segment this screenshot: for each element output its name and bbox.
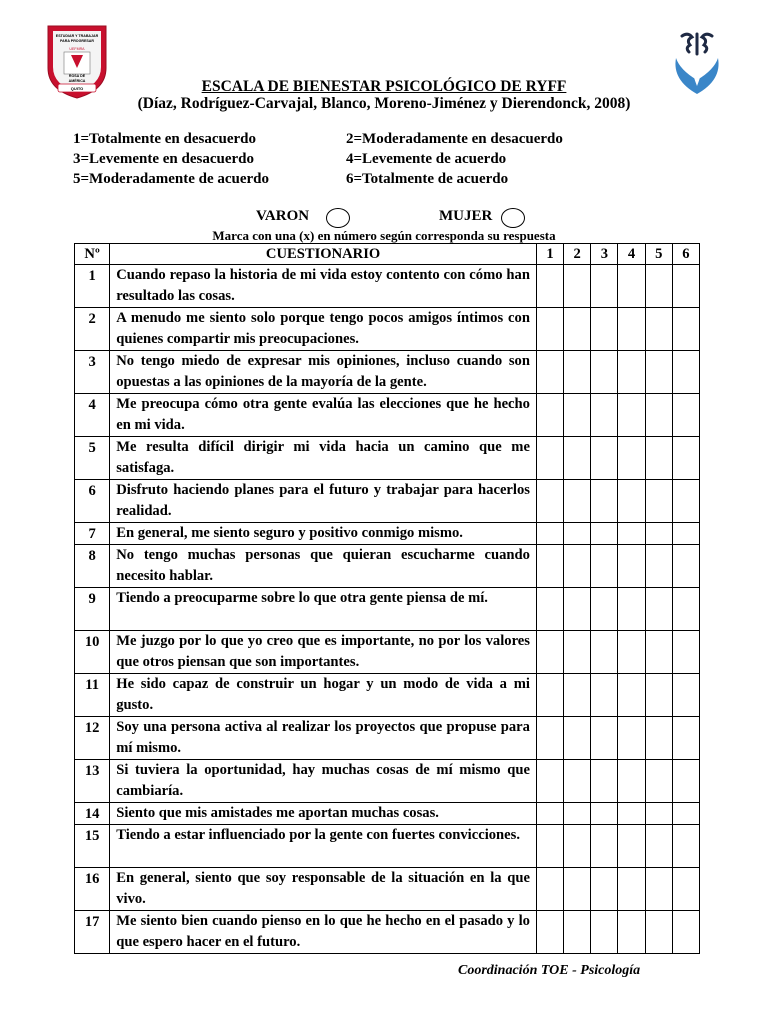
answer-cell-5[interactable]: [645, 717, 672, 760]
scale-option-3: 3=Levemente en desacuerdo: [73, 151, 255, 167]
question-number: 8: [75, 545, 110, 588]
answer-cell-1[interactable]: [536, 480, 563, 523]
answer-cell-6[interactable]: [672, 588, 699, 631]
answer-cell-4[interactable]: [618, 674, 645, 717]
header-question: CUESTIONARIO: [110, 244, 537, 265]
instruction-text: Marca con una (x) en número según corresponda su respuesta: [212, 228, 556, 243]
question-text: En general, siento que soy responsable de la situación en la que vivo.: [110, 868, 537, 911]
answer-cell-2[interactable]: [564, 545, 591, 588]
answer-cell-3[interactable]: [591, 523, 618, 545]
answer-cell-5[interactable]: [645, 588, 672, 631]
answer-cell-5[interactable]: [645, 265, 672, 308]
scale-option-1: 1=Totalmente en desacuerdo: [73, 131, 256, 147]
answer-cell-1[interactable]: [536, 308, 563, 351]
answer-cell-1[interactable]: [536, 265, 563, 308]
answer-cell-5[interactable]: [645, 825, 672, 868]
answer-cell-2[interactable]: [564, 911, 591, 954]
answer-cell-5[interactable]: [645, 868, 672, 911]
question-number: 17: [75, 911, 110, 954]
question-text: Me preocupa cómo otra gente evalúa las elecciones que he hecho en mi vida.: [110, 394, 537, 437]
table-row: [75, 480, 700, 523]
answer-cell-6[interactable]: [672, 868, 699, 911]
answer-cell-2[interactable]: [564, 480, 591, 523]
answer-cell-1[interactable]: [536, 717, 563, 760]
answer-cell-1[interactable]: [536, 803, 563, 825]
answer-cell-3[interactable]: [591, 825, 618, 868]
scale-option-5: 5=Moderadamente de acuerdo: [73, 171, 270, 187]
answer-cell-1[interactable]: [536, 760, 563, 803]
scale-option-6: 6=Totalmente de acuerdo: [346, 171, 509, 187]
answer-cell-3[interactable]: [591, 265, 618, 308]
gender-female-checkbox[interactable]: [501, 208, 525, 228]
header-option-1: 1: [536, 244, 563, 265]
question-text: He sido capaz de construir un hogar y un modo de vida a mi gusto.: [110, 674, 537, 717]
answer-cell-6[interactable]: [672, 308, 699, 351]
question-number: 12: [75, 717, 110, 760]
answer-cell-1[interactable]: [536, 825, 563, 868]
footer-credit: Coordinación TOE - Psicología: [458, 963, 641, 978]
answer-cell-2[interactable]: [564, 674, 591, 717]
document-citation: (Díaz, Rodríguez-Carvajal, Blanco, Moreno-Jiménez y Dierendonck, 2008): [137, 95, 631, 112]
crest-motto-2: PARA PROGRESAR: [60, 39, 94, 43]
answer-cell-4[interactable]: [618, 394, 645, 437]
question-text: Tiendo a estar influenciado por la gente con fuertes convicciones.: [110, 825, 537, 868]
question-text: Me siento bien cuando pienso en lo que he hecho en el pasado y lo que espero hacer en el futuro.: [110, 911, 537, 954]
answer-cell-2[interactable]: [564, 825, 591, 868]
header-number: Nº: [75, 244, 110, 265]
table-row: [75, 394, 700, 437]
answer-cell-5[interactable]: [645, 351, 672, 394]
answer-cell-4[interactable]: [618, 265, 645, 308]
crest-name-3: AMÉRICA: [68, 79, 86, 83]
answer-cell-5[interactable]: [645, 545, 672, 588]
answer-cell-4[interactable]: [618, 911, 645, 954]
answer-cell-4[interactable]: [618, 523, 645, 545]
answer-cell-6[interactable]: [672, 480, 699, 523]
answer-cell-6[interactable]: [672, 437, 699, 480]
header-option-4: 4: [618, 244, 645, 265]
answer-cell-2[interactable]: [564, 394, 591, 437]
answer-cell-2[interactable]: [564, 523, 591, 545]
answer-cell-3[interactable]: [591, 394, 618, 437]
answer-cell-2[interactable]: [564, 588, 591, 631]
answer-cell-6[interactable]: [672, 351, 699, 394]
question-text: No tengo muchas personas que quieran escucharme cuando necesito hablar.: [110, 545, 537, 588]
table-row: [75, 437, 700, 480]
answer-cell-5[interactable]: [645, 674, 672, 717]
answer-cell-4[interactable]: [618, 717, 645, 760]
table-row: [75, 760, 700, 803]
answer-cell-1[interactable]: [536, 911, 563, 954]
answer-cell-3[interactable]: [591, 868, 618, 911]
table-row: [75, 911, 700, 954]
answer-cell-6[interactable]: [672, 523, 699, 545]
header-option-6: 6: [672, 244, 699, 265]
question-number: 14: [75, 803, 110, 825]
table-row: [75, 803, 700, 825]
answer-cell-3[interactable]: [591, 911, 618, 954]
question-number: 16: [75, 868, 110, 911]
table-row: [75, 265, 700, 308]
question-text: En general, me siento seguro y positivo conmigo mismo.: [110, 523, 537, 545]
answer-cell-6[interactable]: [672, 674, 699, 717]
table-row: [75, 351, 700, 394]
answer-cell-4[interactable]: [618, 760, 645, 803]
answer-cell-4[interactable]: [618, 480, 645, 523]
crest-name-1: UEFMRA: [69, 47, 85, 51]
crest-city: QUITO: [70, 86, 84, 91]
table-header-row: [75, 244, 700, 265]
gender-male-label: VARON: [256, 208, 310, 224]
answer-cell-4[interactable]: [618, 825, 645, 868]
header-option-3: 3: [591, 244, 618, 265]
answer-cell-2[interactable]: [564, 803, 591, 825]
answer-cell-2[interactable]: [564, 717, 591, 760]
table-row: [75, 868, 700, 911]
answer-cell-5[interactable]: [645, 437, 672, 480]
question-text: No tengo miedo de expresar mis opiniones, incluso cuando son opuestas a las opiniones de la mayoría de la gente.: [110, 351, 537, 394]
answer-cell-2[interactable]: [564, 868, 591, 911]
answer-cell-3[interactable]: [591, 717, 618, 760]
answer-cell-4[interactable]: [618, 545, 645, 588]
question-number: 1: [75, 265, 110, 308]
question-text: Si tuviera la oportunidad, hay muchas cosas de mí mismo que cambiaría.: [110, 760, 537, 803]
answer-cell-2[interactable]: [564, 308, 591, 351]
header-option-2: 2: [564, 244, 591, 265]
answer-cell-4[interactable]: [618, 351, 645, 394]
answer-cell-2[interactable]: [564, 437, 591, 480]
answer-cell-5[interactable]: [645, 631, 672, 674]
answer-cell-5[interactable]: [645, 911, 672, 954]
answer-cell-3[interactable]: [591, 803, 618, 825]
answer-cell-4[interactable]: [618, 631, 645, 674]
answer-cell-3[interactable]: [591, 437, 618, 480]
answer-cell-4[interactable]: [618, 868, 645, 911]
table-row: [75, 308, 700, 351]
question-number: 9: [75, 588, 110, 631]
gender-female-label: MUJER: [439, 208, 493, 224]
question-text: Me resulta difícil dirigir mi vida hacia un camino que me satisfaga.: [110, 437, 537, 480]
answer-cell-1[interactable]: [536, 631, 563, 674]
answer-cell-3[interactable]: [591, 545, 618, 588]
answer-cell-4[interactable]: [618, 588, 645, 631]
answer-cell-5[interactable]: [645, 523, 672, 545]
answer-cell-6[interactable]: [672, 825, 699, 868]
answer-cell-6[interactable]: [672, 803, 699, 825]
answer-cell-2[interactable]: [564, 351, 591, 394]
crest-name-2: ROSA DE: [68, 74, 86, 78]
answer-cell-4[interactable]: [618, 437, 645, 480]
answer-cell-1[interactable]: [536, 674, 563, 717]
answer-cell-5[interactable]: [645, 803, 672, 825]
answer-cell-2[interactable]: [564, 265, 591, 308]
question-text: Cuando repaso la historia de mi vida estoy contento con cómo han resultado las cosas.: [110, 265, 537, 308]
answer-cell-1[interactable]: [536, 351, 563, 394]
answer-cell-5[interactable]: [645, 394, 672, 437]
question-number: 15: [75, 825, 110, 868]
question-text: Disfruto haciendo planes para el futuro y trabajar para hacerlos realidad.: [110, 480, 537, 523]
question-text: Me juzgo por lo que yo creo que es importante, no por los valores que otros piensan que son importantes.: [110, 631, 537, 674]
table-row: [75, 631, 700, 674]
answer-cell-3[interactable]: [591, 351, 618, 394]
question-number: 13: [75, 760, 110, 803]
answer-cell-3[interactable]: [591, 588, 618, 631]
answer-cell-5[interactable]: [645, 760, 672, 803]
answer-cell-1[interactable]: [536, 868, 563, 911]
answer-cell-1[interactable]: [536, 437, 563, 480]
answer-cell-5[interactable]: [645, 480, 672, 523]
question-number: 7: [75, 523, 110, 545]
answer-cell-6[interactable]: [672, 394, 699, 437]
answer-cell-4[interactable]: [618, 308, 645, 351]
question-text: Siento que mis amistades me aportan muchas cosas.: [110, 803, 537, 825]
table-row: [75, 674, 700, 717]
gender-male-checkbox[interactable]: [326, 208, 350, 228]
question-number: 10: [75, 631, 110, 674]
answer-cell-6[interactable]: [672, 631, 699, 674]
answer-cell-6[interactable]: [672, 545, 699, 588]
question-number: 3: [75, 351, 110, 394]
question-number: 5: [75, 437, 110, 480]
document-title: ESCALA DE BIENESTAR PSICOLÓGICO DE RYFF: [201, 78, 567, 95]
answer-cell-6[interactable]: [672, 911, 699, 954]
answer-cell-3[interactable]: [591, 308, 618, 351]
answer-cell-2[interactable]: [564, 631, 591, 674]
answer-cell-2[interactable]: [564, 760, 591, 803]
answer-cell-3[interactable]: [591, 631, 618, 674]
crest-motto-1: ESTUDIAR Y TRABAJAR: [55, 34, 99, 38]
answer-cell-5[interactable]: [645, 308, 672, 351]
answer-cell-4[interactable]: [618, 803, 645, 825]
question-text: A menudo me siento solo porque tengo pocos amigos íntimos con quienes compartir mis preocupaciones.: [110, 308, 537, 351]
answer-cell-3[interactable]: [591, 480, 618, 523]
table-row: [75, 523, 700, 545]
question-number: 2: [75, 308, 110, 351]
questionnaire-table: [74, 243, 700, 954]
answer-cell-1[interactable]: [536, 545, 563, 588]
answer-cell-3[interactable]: [591, 674, 618, 717]
table-row: [75, 717, 700, 760]
table-row: [75, 545, 700, 588]
table-row: [75, 825, 700, 868]
scale-option-2: 2=Moderadamente en desacuerdo: [346, 131, 563, 147]
question-number: 4: [75, 394, 110, 437]
answer-cell-6[interactable]: [672, 760, 699, 803]
answer-cell-1[interactable]: [536, 523, 563, 545]
question-text: Tiendo a preocuparme sobre lo que otra gente piensa de mí.: [110, 588, 537, 631]
answer-cell-6[interactable]: [672, 265, 699, 308]
question-text: Soy una persona activa al realizar los proyectos que propuse para mí mismo.: [110, 717, 537, 760]
scale-option-4: 4=Levemente de acuerdo: [346, 151, 507, 167]
answer-cell-1[interactable]: [536, 394, 563, 437]
question-number: 11: [75, 674, 110, 717]
header-option-5: 5: [645, 244, 672, 265]
table-row: [75, 588, 700, 631]
answer-cell-6[interactable]: [672, 717, 699, 760]
answer-cell-1[interactable]: [536, 588, 563, 631]
question-number: 6: [75, 480, 110, 523]
answer-cell-3[interactable]: [591, 760, 618, 803]
